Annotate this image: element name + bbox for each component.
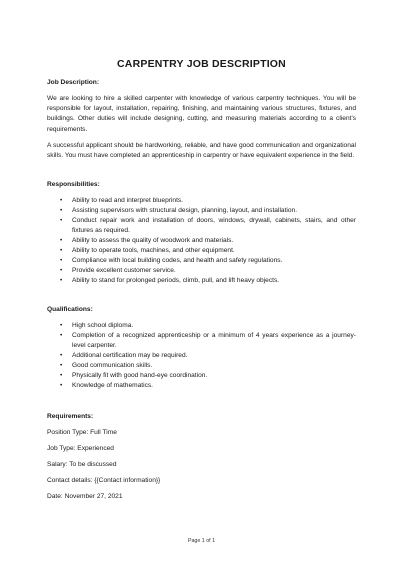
list-item-text: Good communication skills.: [72, 362, 153, 370]
list-item-text: Assisting supervisors with structural design, planning, layout, and installation.: [72, 207, 298, 215]
list-item-text: High school diploma.: [72, 322, 134, 330]
list-item-text: Completion of a recognized apprenticeship or a minimum of 4 years experience as a journey-level carpenter.: [72, 332, 356, 350]
bullet-icon: •: [60, 332, 63, 340]
list-item-text: Ability to stand for prolonged periods, climb, pull, and lift heavy objects.: [72, 277, 280, 285]
list-item-text: Conduct repair work and installation of doors, windows, drywall, cabinets, stairs, and other fixtures as required.: [72, 217, 356, 235]
page-footer: Page 1 of 1: [187, 538, 216, 544]
list-item-text: Ability to operate tools, machines, and other equipment.: [72, 247, 235, 255]
bullet-icon: •: [60, 322, 63, 330]
list-item-text: Physically fit with good hand-eye coordination.: [72, 372, 208, 380]
list-item: [47, 256, 356, 266]
document-date: Date: November 27, 2021: [47, 493, 123, 501]
document-title: CARPENTRY JOB DESCRIPTION: [117, 58, 286, 70]
list-item: [47, 196, 356, 206]
list-item: [47, 321, 356, 331]
bullet-icon: •: [60, 217, 63, 225]
list-item: [47, 236, 356, 246]
list-item: [47, 331, 356, 351]
bullet-icon: •: [60, 382, 63, 390]
list-item-text: Provide excellent customer service.: [72, 267, 176, 275]
list-item-text: Compliance with local building codes, and health and safety regulations.: [72, 257, 283, 265]
position-type: Position Type: Full Time: [47, 429, 117, 437]
list-item-text: Knowledge of mathematics.: [72, 382, 153, 390]
bullet-icon: •: [60, 352, 63, 360]
list-item: [47, 266, 356, 276]
responsibilities-list: [47, 196, 356, 286]
list-item-text: Ability to assess the quality of woodwork and materials.: [72, 237, 234, 245]
list-item: [47, 246, 356, 256]
requirements-heading: Requirements:: [47, 413, 94, 421]
list-item-text: Ability to read and interpret blueprints.: [72, 197, 184, 205]
job-description-paragraph-1: We are looking to hire a skilled carpenter with knowledge of various carpentry techniques. You will be responsible for layout, installation, repairing, finishing, and maintaining various structures, fixtures, and buildings. Other duties will include designing, cutting, and measuring materials according to a client's requirements.: [47, 95, 356, 133]
bullet-icon: •: [60, 197, 63, 205]
bullet-icon: •: [60, 257, 63, 265]
bullet-icon: •: [60, 207, 63, 215]
bullet-icon: •: [60, 267, 63, 275]
job-description-paragraph-2: A successful applicant should be hardworking, reliable, and have good communication and organizational skills. You must have completed an apprenticeship in carpentry or have equivalent experience in the field.: [47, 141, 356, 160]
bullet-icon: •: [60, 362, 63, 370]
list-item: [47, 206, 356, 216]
responsibilities-heading: Responsibilities:: [47, 181, 100, 189]
contact-details: Contact details: {{Contact information}}: [47, 477, 161, 485]
list-item-text: Additional certification may be required.: [72, 352, 188, 360]
bullet-icon: •: [60, 277, 63, 285]
list-item: [47, 351, 356, 361]
bullet-icon: •: [60, 237, 63, 245]
list-item: [47, 361, 356, 371]
qualifications-heading: Qualifications:: [47, 306, 93, 314]
bullet-icon: •: [60, 372, 63, 380]
salary: Salary: To be discussed: [47, 461, 117, 469]
list-item: [47, 276, 356, 286]
job-description-heading: Job Description:: [47, 79, 100, 86]
qualifications-list: [47, 321, 356, 391]
list-item: [47, 371, 356, 381]
bullet-icon: •: [60, 247, 63, 255]
list-item: [47, 381, 356, 391]
list-item: [47, 216, 356, 236]
job-type: Job Type: Experienced: [47, 445, 114, 453]
